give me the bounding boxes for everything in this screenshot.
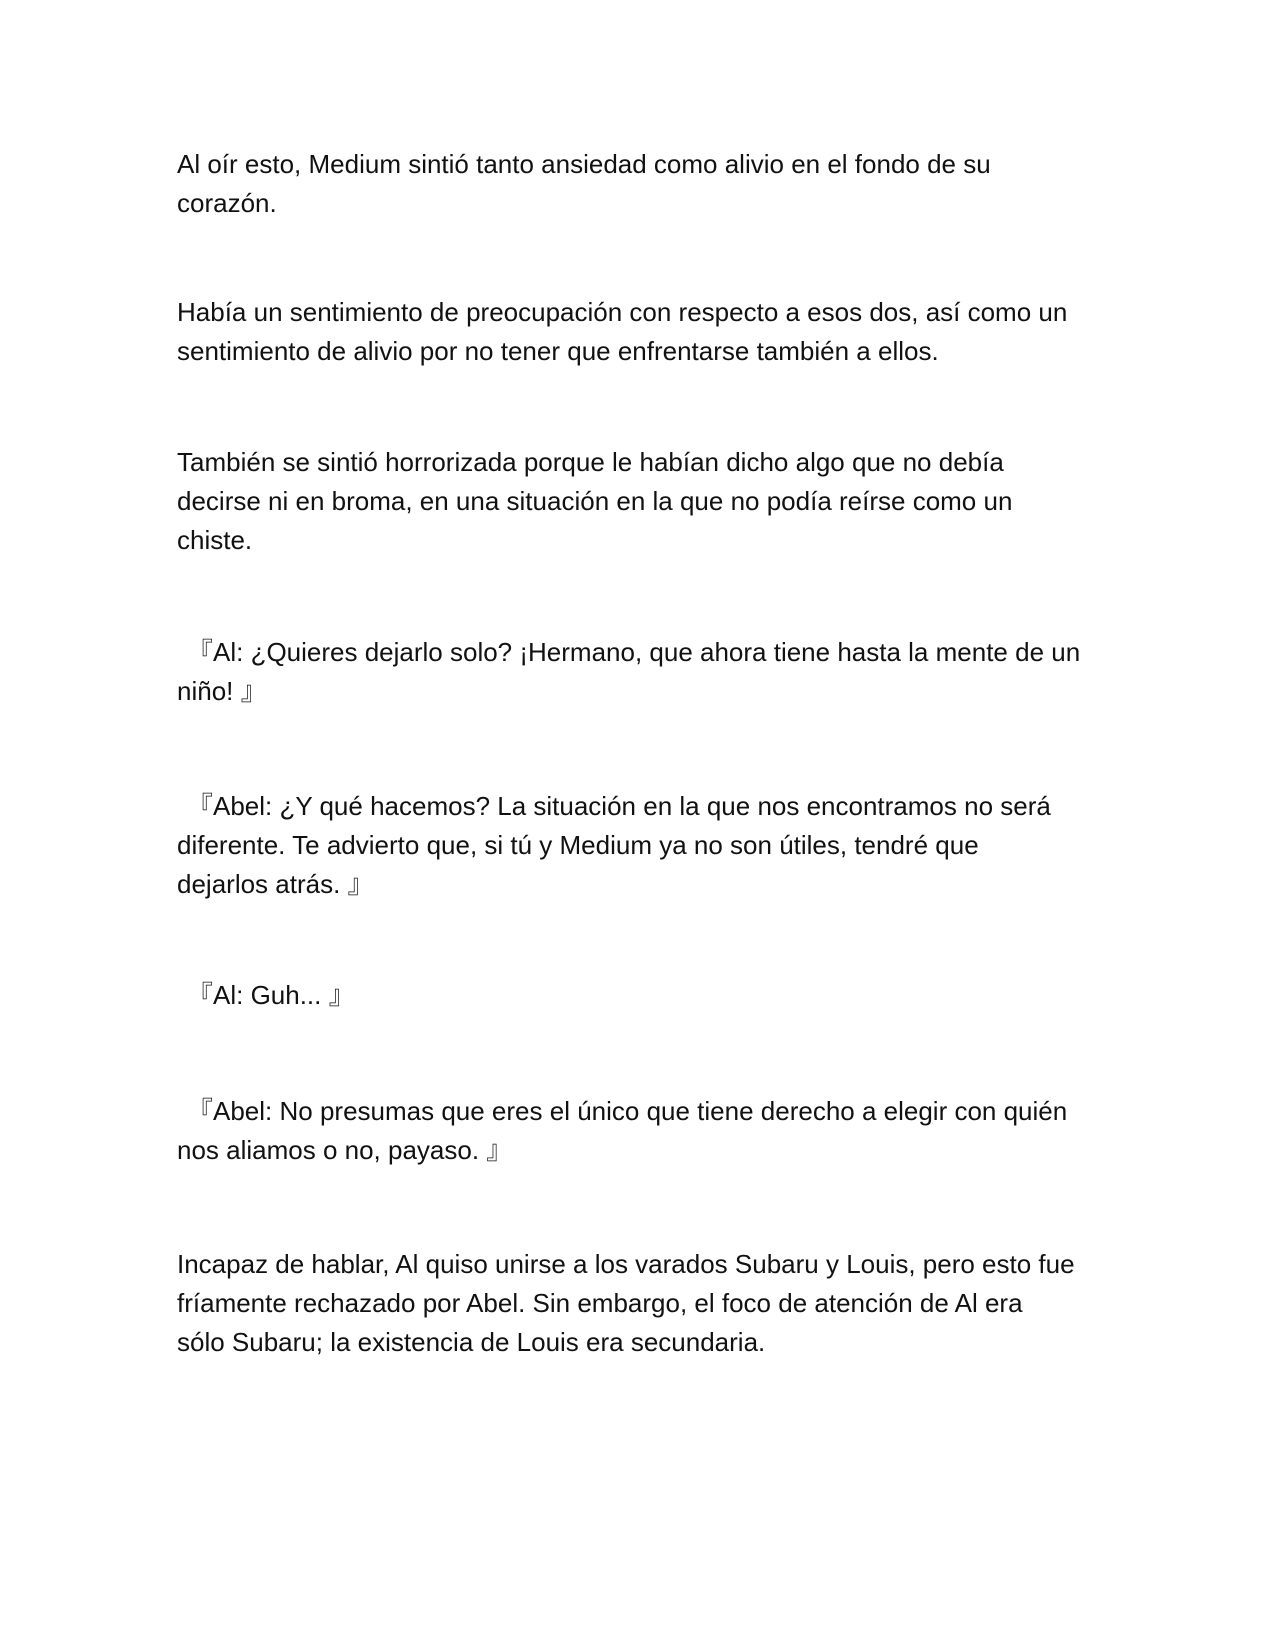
dialogue-line: nos aliamos o no, payaso. 』 bbox=[177, 1135, 513, 1165]
paragraph-3 bbox=[177, 443, 1107, 560]
paragraph-line: Al oír esto, Medium sintió tanto ansiedad como alivio en el fondo de su bbox=[177, 149, 991, 179]
paragraph-2 bbox=[177, 293, 1107, 371]
dialogue-line: diferente. Te advierto que, si tú y Medium ya no son útiles, tendré que bbox=[177, 830, 979, 860]
dialogue-abel-1 bbox=[177, 787, 1107, 904]
paragraph-1 bbox=[177, 145, 1107, 223]
dialogue-al-2 bbox=[177, 976, 1107, 1015]
paragraph-8 bbox=[177, 1245, 1107, 1362]
dialogue-line: 『Abel: ¿Y qué hacemos? La situación en la que nos encontramos no será bbox=[187, 791, 1051, 821]
paragraph-line: corazón. bbox=[177, 188, 277, 218]
dialogue-abel-2 bbox=[177, 1092, 1107, 1170]
paragraph-line: Había un sentimiento de preocupación con respecto a esos dos, así como un bbox=[177, 297, 1068, 327]
dialogue-line: dejarlos atrás. 』 bbox=[177, 869, 374, 899]
dialogue-line: 『Al: Guh... 』 bbox=[187, 980, 355, 1010]
paragraph-line: También se sintió horrorizada porque le habían dicho algo que no debía bbox=[177, 447, 1004, 477]
dialogue-line: 『Abel: No presumas que eres el único que tiene derecho a elegir con quién bbox=[187, 1096, 1068, 1126]
dialogue-line: 『Al: ¿Quieres dejarlo solo? ¡Hermano, que ahora tiene hasta la mente de un bbox=[187, 637, 1081, 667]
paragraph-line: fríamente rechazado por Abel. Sin embargo, el foco de atención de Al era bbox=[177, 1288, 1023, 1318]
paragraph-line: Incapaz de hablar, Al quiso unirse a los varados Subaru y Louis, pero esto fue bbox=[177, 1249, 1075, 1279]
dialogue-line: niño! 』 bbox=[177, 676, 267, 706]
dialogue-al-1 bbox=[177, 633, 1107, 711]
paragraph-line: chiste. bbox=[177, 525, 253, 555]
paragraph-line: decirse ni en broma, en una situación en la que no podía reírse como un bbox=[177, 486, 1013, 516]
paragraph-line: sólo Subaru; la existencia de Louis era secundaria. bbox=[177, 1327, 766, 1357]
paragraph-line: sentimiento de alivio por no tener que enfrentarse también a ellos. bbox=[177, 336, 939, 366]
